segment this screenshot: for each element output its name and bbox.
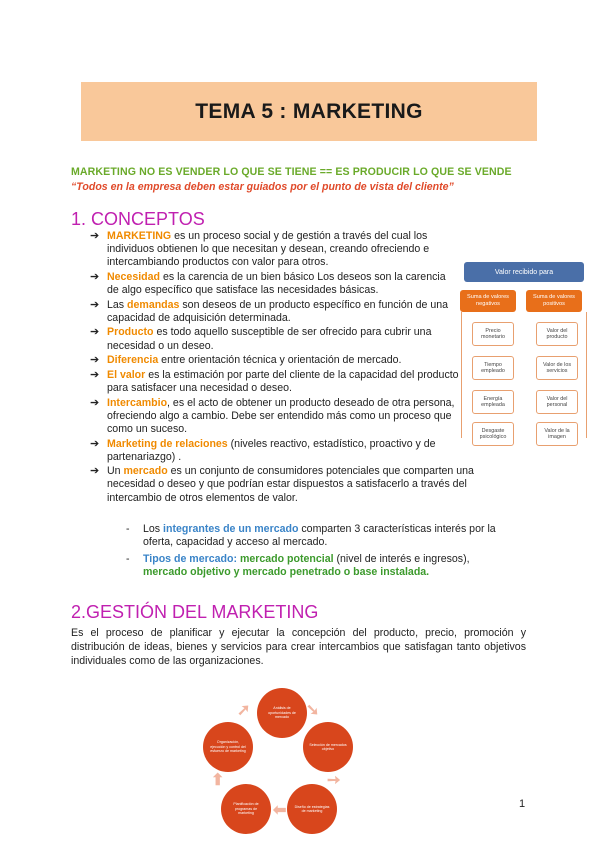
arrow-icon: ➔ bbox=[90, 354, 100, 367]
value-box: Valor de los servicios bbox=[536, 356, 578, 380]
cycle-diagram bbox=[203, 688, 353, 843]
arrow-icon: ➔ bbox=[90, 326, 100, 339]
section-heading-conceptos: 1. CONCEPTOS bbox=[71, 209, 205, 229]
list-item: ➔ Intercambio, es el acto de obtener un producto deseado de otra persona, ofreciendo algo a cambio. Debe ser entendido más como un proceso que como un suceso. bbox=[90, 396, 455, 435]
cycle-arrow-icon: ⬅ bbox=[273, 802, 287, 819]
arrow-icon: ➔ bbox=[90, 437, 100, 450]
arrow-icon: ➔ bbox=[90, 465, 100, 478]
value-box: Desgaste psicológico bbox=[472, 422, 514, 446]
page-number: 1 bbox=[519, 798, 526, 810]
arrow-icon: ➔ bbox=[90, 270, 100, 283]
list-item: ➔ MARKETING es un proceso social y de gestión a través del cual los individuos obtienen lo que necesitan y desean, creando ofreciendo e intercambiando productos con valor para otros. bbox=[90, 230, 430, 269]
list-item: ➔ Diferencia entre orientación técnica y orientación de mercado. bbox=[90, 354, 402, 367]
dash-bullet: - bbox=[126, 523, 130, 535]
value-box: Tiempo empleado bbox=[472, 356, 514, 380]
mercado-sublist bbox=[126, 523, 526, 583]
list-item: ➔ Necesidad es la carencia de un bien básico Los deseos son la carencia de algo específico que satisface las necesidades básicas. bbox=[90, 270, 446, 296]
connector-line bbox=[461, 312, 462, 438]
cycle-arrow-icon: ➙ bbox=[327, 772, 341, 789]
cycle-node: Diseño de estrategias de marketing bbox=[287, 784, 337, 834]
cycle-arrow-icon: ➚ bbox=[237, 702, 251, 719]
list-item: ➔ Las demandas son deseos de un producto específico en función de una capacidad de adquisición determinada. bbox=[90, 298, 449, 324]
section-paragraph: Es el proceso de planificar y ejecutar la concepción del producto, precio, promoción y distribución de ideas, bienes y servicios para crear intercambios que satisfagan tanto objetivos individuales como de las organizaciones. bbox=[71, 627, 526, 667]
dash-bullet: - bbox=[126, 553, 130, 566]
subtitle: MARKETING NO ES VENDER LO QUE SE TIENE == ES PRODUCIR LO QUE SE VENDE bbox=[71, 166, 512, 178]
cycle-node: Organización, ejecución y control del esfuerzo de marketing bbox=[203, 722, 253, 772]
cycle-arrow-icon: ➘ bbox=[306, 702, 320, 719]
value-box: Valor del personal bbox=[536, 390, 578, 414]
negative-values-header: Suma de valores negativos bbox=[460, 290, 516, 312]
title-band bbox=[81, 82, 537, 141]
value-diagram-header: Valor recibido para bbox=[464, 262, 584, 282]
arrow-icon: ➔ bbox=[90, 298, 100, 311]
value-box: Energía empleada bbox=[472, 390, 514, 414]
value-box: Valor de la imagen bbox=[536, 422, 578, 446]
positive-values-header: Suma de valores positivos bbox=[526, 290, 582, 312]
cycle-node: Análisis de oportunidades de mercado bbox=[257, 688, 307, 738]
cycle-node: Selección de mercados objetivo bbox=[303, 722, 353, 772]
arrow-icon: ➔ bbox=[90, 230, 100, 242]
arrow-icon: ➔ bbox=[90, 368, 100, 381]
cycle-node: Planificación de programas de marketing bbox=[221, 784, 271, 834]
arrow-icon: ➔ bbox=[90, 396, 100, 409]
list-item: ➔ Un mercado es un conjunto de consumidores potenciales que comparten una necesidad o deseo y que podrían estar dispuestos a satisfacerlo a través del intercambio de otros elementos de valor. bbox=[90, 465, 474, 504]
connector-line bbox=[586, 312, 587, 438]
value-box: Precio monetario bbox=[472, 322, 514, 346]
value-box: Valor del producto bbox=[536, 322, 578, 346]
section-heading-gestion: 2.GESTIÓN DEL MARKETING bbox=[71, 602, 319, 622]
list-item: ➔ Marketing de relaciones (niveles reactivo, estadístico, proactivo y de partenariazgo) . bbox=[90, 437, 436, 463]
concepts-list bbox=[90, 230, 474, 506]
value-diagram bbox=[458, 260, 588, 450]
list-item: ➔ El valor es la estimación por parte del cliente de la capacidad del producto para satisfacer una necesidad o deseo. bbox=[90, 368, 459, 394]
list-item: - Tipos de mercado: mercado potencial (nivel de interés e ingresos), mercado objetivo y mercado penetrado o base instalada. bbox=[126, 553, 470, 579]
cycle-arrow-icon: ⬆ bbox=[211, 772, 225, 789]
page-title: TEMA 5 : MARKETING bbox=[195, 99, 423, 123]
quote: “Todos en la empresa deben estar guiados por el punto de vista del cliente” bbox=[71, 181, 454, 193]
list-item: - Los integrantes de un mercado comparten 3 características interés por la oferta, capacidad y acceso al mercado. bbox=[126, 523, 496, 549]
list-item: ➔ Producto es todo aquello susceptible de ser ofrecido para cubrir una necesidad o un deseo. bbox=[90, 326, 432, 352]
